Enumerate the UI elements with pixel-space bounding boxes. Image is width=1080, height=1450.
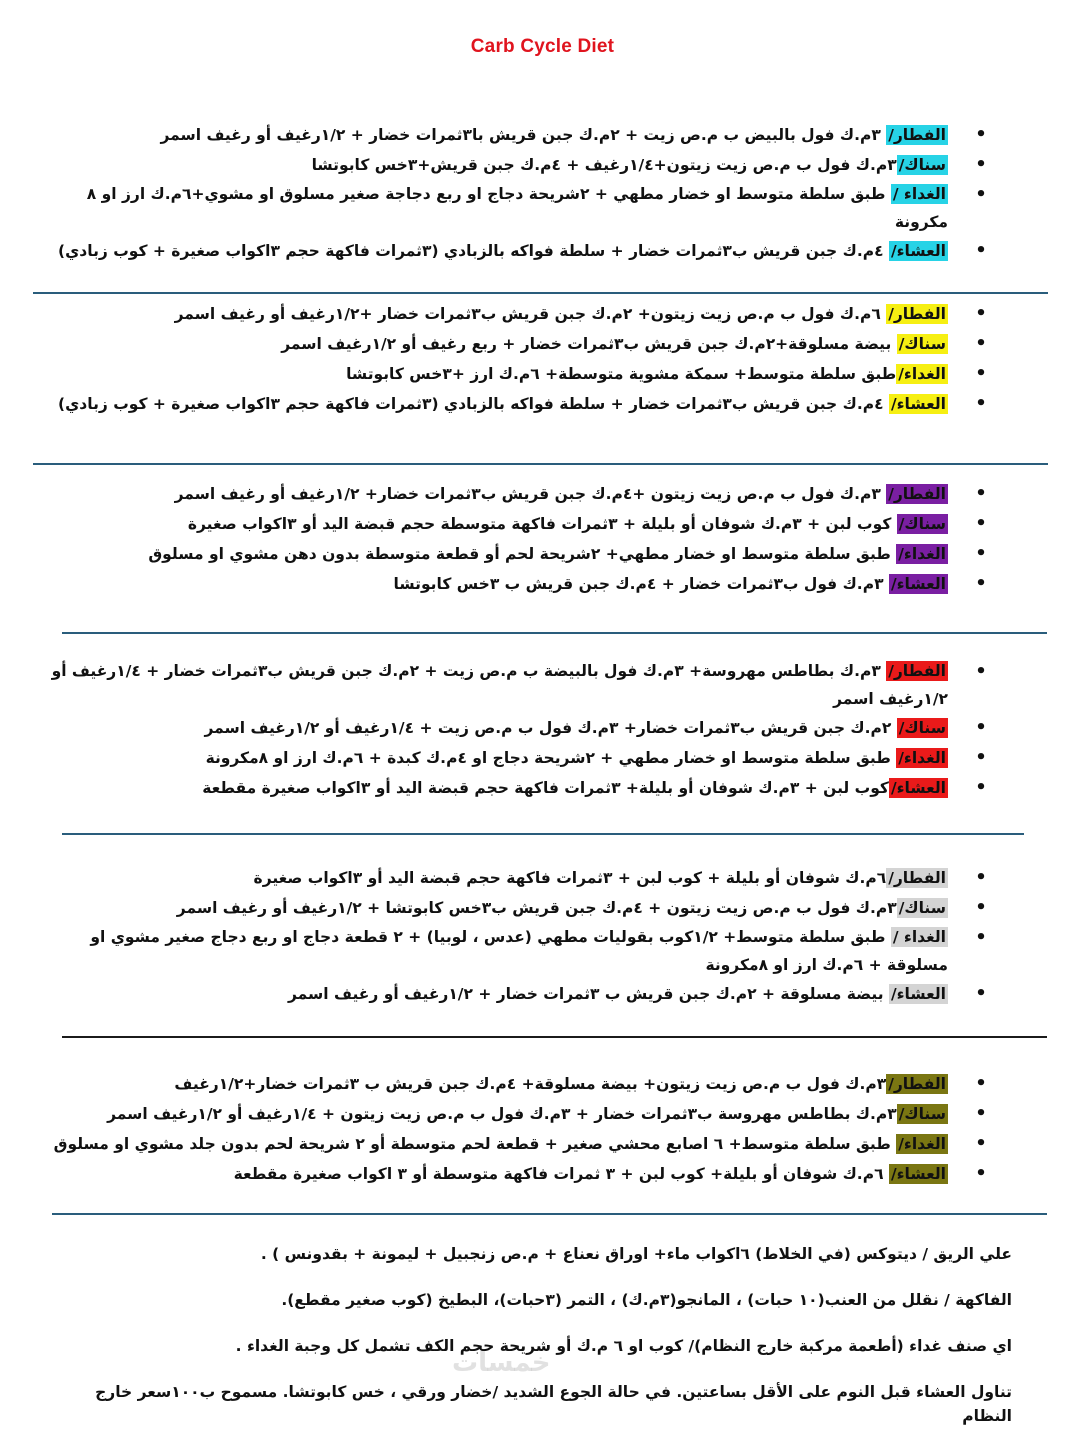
meal-row <box>40 863 987 893</box>
meal-label-dinner: العشاء/ <box>890 575 946 593</box>
meal-text: ٢م.ك جبن قريش ب٣ثمرات خضار+ ٣م.ك فول ب م.ص زيت + ١/٤رغيف أو ١/٢رغيف اسمر <box>204 719 897 737</box>
bullet-icon: • <box>975 543 987 564</box>
meal-row <box>40 299 987 329</box>
notes-section <box>62 1242 1012 1450</box>
bullet-icon: • <box>975 393 987 414</box>
watermark: خمسات <box>452 1348 551 1378</box>
meal-label-snack: سناك/ <box>898 899 946 917</box>
meal-label-lunch: الغداء/ <box>898 749 946 767</box>
meal-row <box>40 180 987 236</box>
bullet-icon: • <box>975 1073 987 1094</box>
meal-row <box>40 923 987 979</box>
bullet-icon: • <box>975 927 987 948</box>
meal-row <box>40 1129 987 1159</box>
meal-text: بيضة مسلوقة + ٢م.ك جبن قريش ب ٣ثمرات خضار + ١/٢رغيف أو رغيف اسمر <box>288 985 889 1003</box>
meal-text: ٣م.ك بطاطس مهروسة+ ٣م.ك فول بالبيضة ب م.ص زيت + ٢م.ك جبن قريش ب٣ثمرات خضار + ١/٤رغيف أو ١/٢رغيف اسمر <box>51 662 948 708</box>
meal-text: ٤م.ك جبن قريش ب٣ثمرات خضار + سلطة فواكه بالزبادي (٣ثمرات فاكهة حجم ٣اكواب صغيرة + كوب زبادي) <box>58 242 889 260</box>
meal-label-breakfast: الفطار/ <box>888 485 946 503</box>
meal-row <box>40 509 987 539</box>
meal-label-breakfast: الفطار/ <box>888 1075 946 1093</box>
meal-label-lunch: الغداء / <box>892 185 946 203</box>
day-6-section <box>40 1069 987 1189</box>
bullet-icon: • <box>975 184 987 205</box>
meal-label-breakfast: الفطار/ <box>888 126 946 144</box>
meal-label-lunch: الغداء / <box>892 928 946 946</box>
bullet-icon: • <box>975 240 987 261</box>
bullet-icon: • <box>975 897 987 918</box>
meal-row <box>40 657 987 713</box>
meal-text: طبق سلطة متوسط+ سمكة مشوية متوسطة+ ٦م.ك ارز +٣خس كابوتشا <box>346 365 897 383</box>
bullet-icon: • <box>975 363 987 384</box>
meal-label-dinner: العشاء/ <box>890 779 946 797</box>
meal-row <box>40 236 987 266</box>
meal-row <box>40 773 987 803</box>
bullet-icon: • <box>975 333 987 354</box>
day-1-section <box>40 120 987 266</box>
day-3-section <box>40 479 987 599</box>
bullet-icon: • <box>975 867 987 888</box>
meal-row <box>40 1159 987 1189</box>
section-divider <box>52 1213 1047 1215</box>
meal-text: طبق سلطة متوسط او خضار مطهي+ ٢شريحة لحم أو قطعة متوسطة بدون دهن مشوي او مسلوق <box>148 545 897 563</box>
bullet-icon: • <box>975 1133 987 1154</box>
meal-text: ٣م.ك بطاطس مهروسة ب٣ثمرات خضار + ٣م.ك فول ب م.ص زيت زيتون + ١/٤رغيف أو ١/٢رغيف اسمر <box>107 1105 897 1123</box>
note-fruit: الفاكهة / نقلل من العنب(١٠ حبات) ، المانجو(٣م.ك) ، التمر (٣حبات)، البطيخ (كوب صغير مقطع). <box>281 1291 1012 1309</box>
meal-row <box>40 1099 987 1129</box>
bullet-icon: • <box>975 747 987 768</box>
meal-label-dinner: العشاء/ <box>890 395 946 413</box>
meal-row <box>40 1069 987 1099</box>
meal-label-snack: سناك/ <box>898 719 946 737</box>
meal-label-snack: سناك/ <box>898 1105 946 1123</box>
section-divider <box>62 1036 1047 1038</box>
bullet-icon: • <box>975 661 987 682</box>
meal-row <box>40 743 987 773</box>
meal-text: ٣م.ك فول ب م.ص زيت زيتون + ٤م.ك جبن قريش ب٣خس كابوتشا + ١/٢رغيف أو رغيف اسمر <box>176 899 897 917</box>
meal-row <box>40 539 987 569</box>
meal-text: ٣م.ك فول بالبيض ب م.ص زيت + ٢م.ك جبن قريش با٣ثمرات خضار + ١/٢رغيف أو رغيف اسمر <box>160 126 887 144</box>
meal-row <box>40 389 987 419</box>
meal-label-snack: سناك/ <box>898 156 946 174</box>
meal-text: طبق سلطة متوسط او خضار مطهي + ٢شريحة دجاج او ربع دجاجة صغير مسلوق او مشوي+٦م.ك ارز او ٨ مكرونة <box>86 185 948 231</box>
day-5-section <box>40 863 987 1009</box>
meal-row <box>40 893 987 923</box>
bullet-icon: • <box>975 513 987 534</box>
bullet-icon: • <box>975 573 987 594</box>
meal-label-lunch: الغداء/ <box>898 1135 946 1153</box>
meal-text: ٦م.ك فول ب م.ص زيت زيتون+ ٢م.ك جبن قريش ب٣ثمرات خضار +١/٢رغيف أو رغيف اسمر <box>174 305 887 323</box>
meal-text: ٣م.ك فول ب م.ص زيت زيتون +٤م.ك جبن قريش ب٣ثمرات خضار+ ١/٢رغيف أو رغيف اسمر <box>174 485 887 503</box>
bullet-icon: • <box>975 124 987 145</box>
bullet-icon: • <box>975 1163 987 1184</box>
meal-label-snack: سناك/ <box>898 515 946 533</box>
note-lunch: اي صنف غداء (أطعمة مركبة خارج النظام)/ كوب او ٦ م.ك أو شريحة حجم الكف تشمل كل وجبة الغداء . <box>235 1337 1012 1355</box>
meal-row <box>40 713 987 743</box>
meal-text: ٣م.ك فول ب م.ص زيت زيتون+ بيضة مسلوقة+ ٤م.ك جبن قريش ب ٣ثمرات خضار+١/٢رغيف <box>174 1075 887 1093</box>
section-divider <box>62 632 1047 634</box>
bullet-icon: • <box>975 1103 987 1124</box>
bullet-icon: • <box>975 303 987 324</box>
meal-row <box>40 569 987 599</box>
page-title: Carb Cycle Diet <box>470 36 615 57</box>
meal-row <box>40 359 987 389</box>
meal-label-snack: سناك/ <box>898 335 946 353</box>
section-divider <box>62 833 1024 835</box>
meal-label-lunch: الغداء/ <box>898 545 946 563</box>
note-detox: علي الريق / ديتوكس (في الخلاط) ٦اكواب ماء+ اوراق نعناع + م.ص زنجبيل + ليمونة + بقدونس ) . <box>260 1245 1012 1263</box>
meal-text: كوب لبن + ٣م.ك شوفان أو بليلة+ ٣ثمرات فاكهة حجم قبضة اليد أو ٣اكواب صغيرة مقطعة <box>202 779 889 797</box>
meal-row <box>40 979 987 1009</box>
meal-text: ٤م.ك جبن قريش ب٣ثمرات خضار + سلطة فواكه بالزبادي (٣ثمرات فاكهة حجم ٣اكواب صغيرة + كوب زبادي) <box>58 395 889 413</box>
meal-text: ٦م.ك شوفان أو بليلة+ كوب لبن + ٣ ثمرات فاكهة متوسطة أو ٣ اكواب صغيرة مقطعة <box>233 1165 889 1183</box>
meal-row <box>40 120 987 150</box>
note-dinner: تناول العشاء قبل النوم على الأقل بساعتين. في حالة الجوع الشديد /خضار ورقي ، خس كابوتشا. مسموح ب١٠٠سعر خارج النظام <box>95 1383 1012 1425</box>
section-divider <box>33 292 1048 294</box>
bullet-icon: • <box>975 154 987 175</box>
bullet-icon: • <box>975 483 987 504</box>
meal-label-breakfast: الفطار/ <box>888 305 946 323</box>
bullet-icon: • <box>975 717 987 738</box>
meal-text: ٣م.ك فول ب٣ثمرات خضار + ٤م.ك جبن قريش ب ٣خس كابوتشا <box>393 575 889 593</box>
meal-label-lunch: الغداء/ <box>898 365 946 383</box>
meal-label-dinner: العشاء/ <box>890 1165 946 1183</box>
meal-text: ٦م.ك شوفان أو بليلة + كوب لبن + ٣ثمرات فاكهة حجم قبضة اليد أو ٣اكواب صغيرة <box>253 869 887 887</box>
meal-text: بيضة مسلوقة+٢م.ك جبن قريش ب٣ثمرات خضار + ربع رغيف أو ١/٢رغيف اسمر <box>281 335 897 353</box>
meal-label-breakfast: الفطار/ <box>888 662 946 680</box>
section-divider <box>33 463 1048 465</box>
meal-text: طبق سلطة متوسط او خضار مطهي + ٢شريحة دجاج او ٤م.ك كبدة + ٦م.ك ارز او ٨مكرونة <box>205 749 897 767</box>
meal-text: كوب لبن + ٣م.ك شوفان أو بليلة + ٣ثمرات فاكهة متوسطة حجم قبضة اليد أو ٣اكواب صغيرة <box>187 515 897 533</box>
meal-label-breakfast: الفطار/ <box>888 869 946 887</box>
day-4-section <box>40 657 987 803</box>
bullet-icon: • <box>975 777 987 798</box>
meal-row <box>40 479 987 509</box>
meal-text: ٣م.ك فول ب م.ص زيت زيتون+١/٤رغيف + ٤م.ك جبن قريش+٣خس كابوتشا <box>311 156 897 174</box>
bullet-icon: • <box>975 983 987 1004</box>
day-2-section <box>40 299 987 419</box>
meal-text: طبق سلطة متوسط+ ٦ اصابع محشي صغير + قطعة لحم متوسطة أو ٢ شريحة لحم بدون جلد مشوي او مسلوق <box>53 1135 897 1153</box>
meal-text: طبق سلطة متوسط+ ١/٢كوب بقوليات مطهي (عدس ، لوبيا) + ٢ قطعة دجاج او ربع دجاج صغير مشوي او مسلوقة + ٦م.ك ارز او ٨مكرونة <box>90 928 948 974</box>
meal-row <box>40 329 987 359</box>
meal-row <box>40 150 987 180</box>
meal-label-dinner: العشاء/ <box>890 985 946 1003</box>
meal-label-dinner: العشاء/ <box>890 242 946 260</box>
